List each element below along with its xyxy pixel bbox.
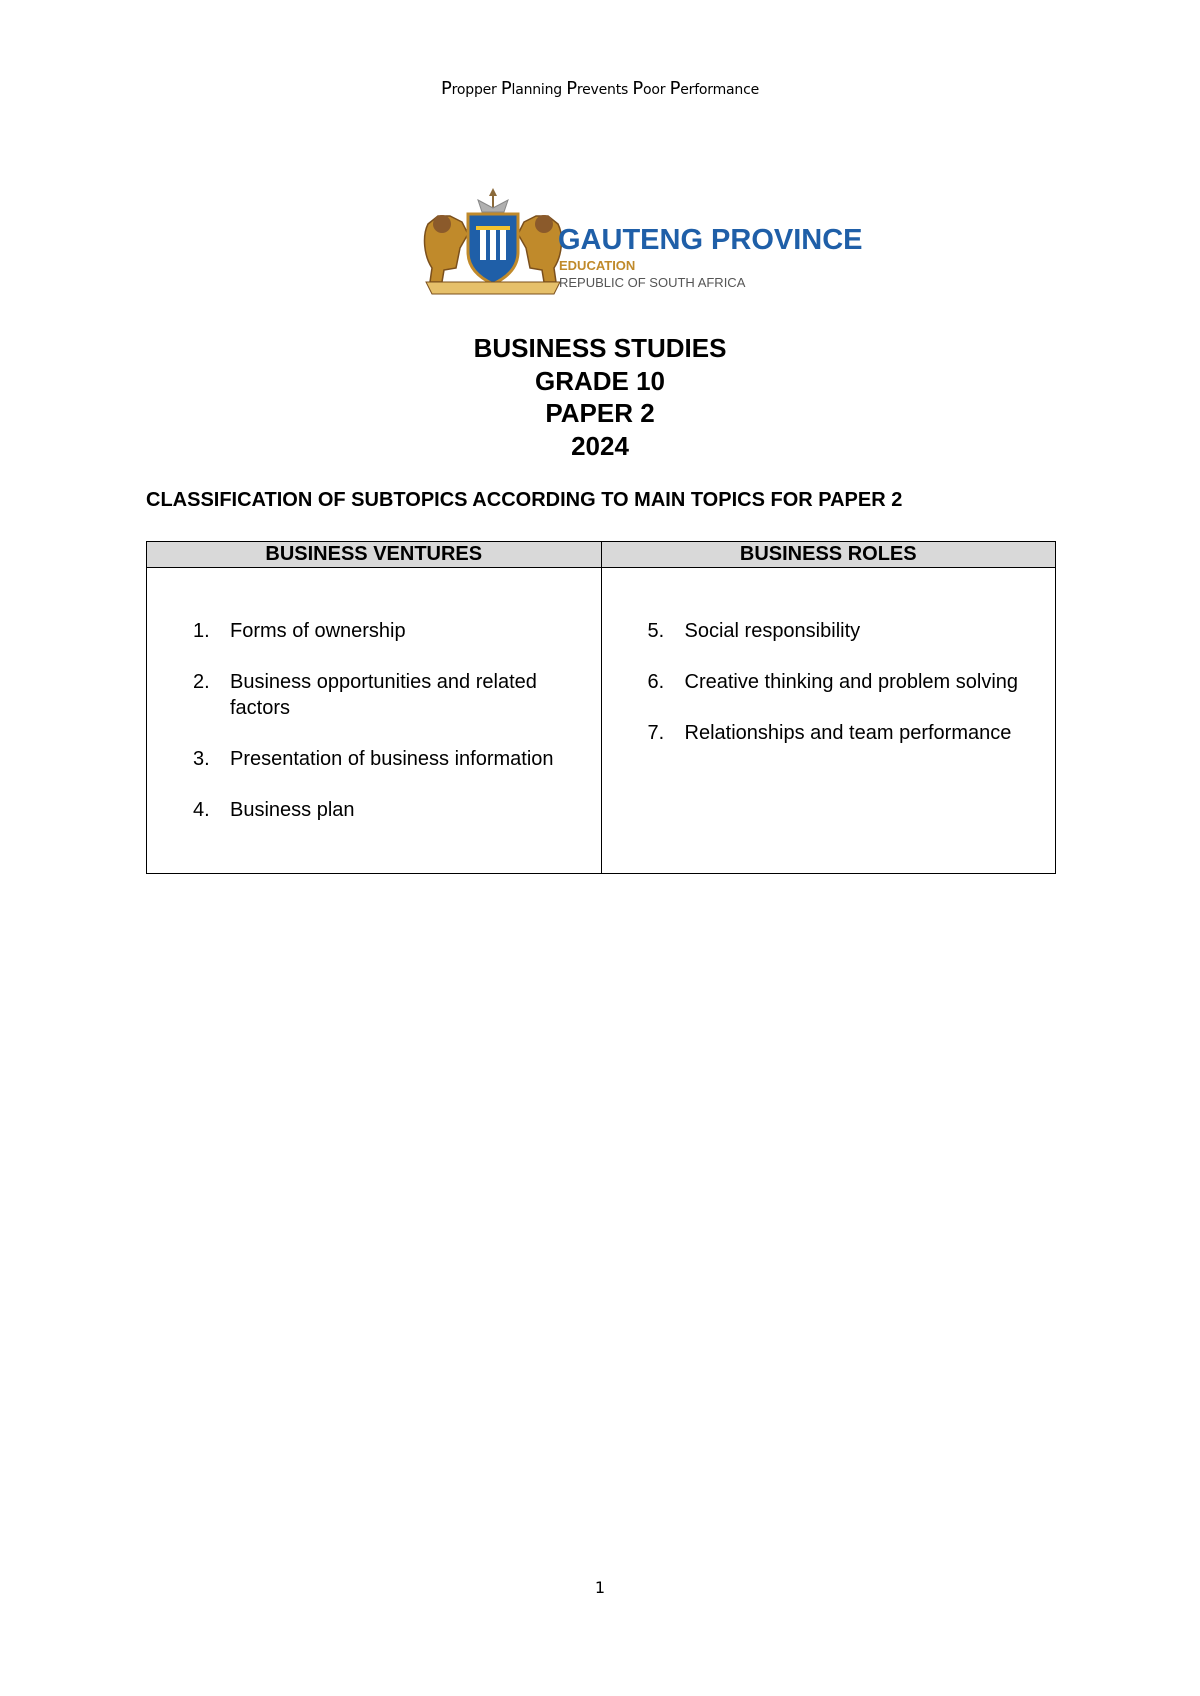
list-item — [602, 669, 1056, 695]
title-paper: PAPER 2 — [545, 398, 655, 428]
header-word: Prevents — [566, 78, 633, 99]
list-item-number: 6. — [647, 671, 665, 693]
list-item-text: Relationships and team performance — [684, 722, 1012, 744]
list-item — [147, 618, 601, 644]
title-grade: GRADE 10 — [534, 365, 666, 396]
table-header-row — [147, 542, 1056, 568]
title-subject: BUSINESS STUDIES — [473, 333, 727, 363]
list-item — [147, 669, 601, 721]
list-item — [147, 797, 601, 823]
list-item-number: 1. — [193, 620, 210, 642]
header-word: Propper — [440, 78, 501, 99]
header-word: Poor — [632, 78, 670, 99]
running-header — [0, 78, 1200, 99]
column-heading-business-roles: BUSINESS ROLES — [601, 542, 1056, 568]
coat-of-arms-icon — [425, 188, 562, 294]
header-word: Planning — [500, 78, 567, 99]
business-roles-cell — [601, 568, 1056, 874]
list-item — [147, 746, 601, 772]
list-item-text: Social responsibility — [684, 620, 861, 642]
list-item — [602, 618, 1056, 644]
list-item-number: 5. — [647, 620, 665, 642]
list-item-text: Business opportunities and related factors — [230, 671, 537, 719]
list-item-number: 3. — [193, 748, 210, 770]
list-item-number: 7. — [647, 722, 665, 744]
gauteng-province-logo — [416, 186, 863, 298]
title-year: 2024 — [571, 430, 629, 461]
list-item-number: 2. — [193, 671, 210, 693]
business-roles-list — [602, 568, 1056, 746]
column-heading-business-ventures: BUSINESS VENTURES — [147, 542, 602, 568]
logo-province-name: GAUTENG PROVINCE — [558, 224, 863, 256]
document-title — [0, 332, 1200, 462]
logo-country: REPUBLIC OF SOUTH AFRICA — [559, 275, 746, 290]
list-item-text: Forms of ownership — [230, 620, 406, 642]
classification-heading: CLASSIFICATION OF SUBTOPICS ACCORDING TO MAIN TOPICS FOR PAPER 2 — [146, 489, 903, 511]
list-item-text: Creative thinking and problem solving — [684, 671, 1019, 693]
header-word: Performance — [669, 78, 759, 99]
logo-department: EDUCATION — [559, 258, 636, 273]
list-item-number: 4. — [193, 799, 210, 821]
list-item-text: Presentation of business information — [230, 748, 554, 770]
page-number: 1 — [594, 1578, 606, 1597]
list-item — [602, 720, 1056, 746]
business-ventures-list — [147, 568, 601, 823]
topics-table — [146, 541, 1056, 874]
list-item-text: Business plan — [230, 799, 355, 821]
table-row — [147, 568, 1056, 874]
business-ventures-cell — [147, 568, 602, 874]
